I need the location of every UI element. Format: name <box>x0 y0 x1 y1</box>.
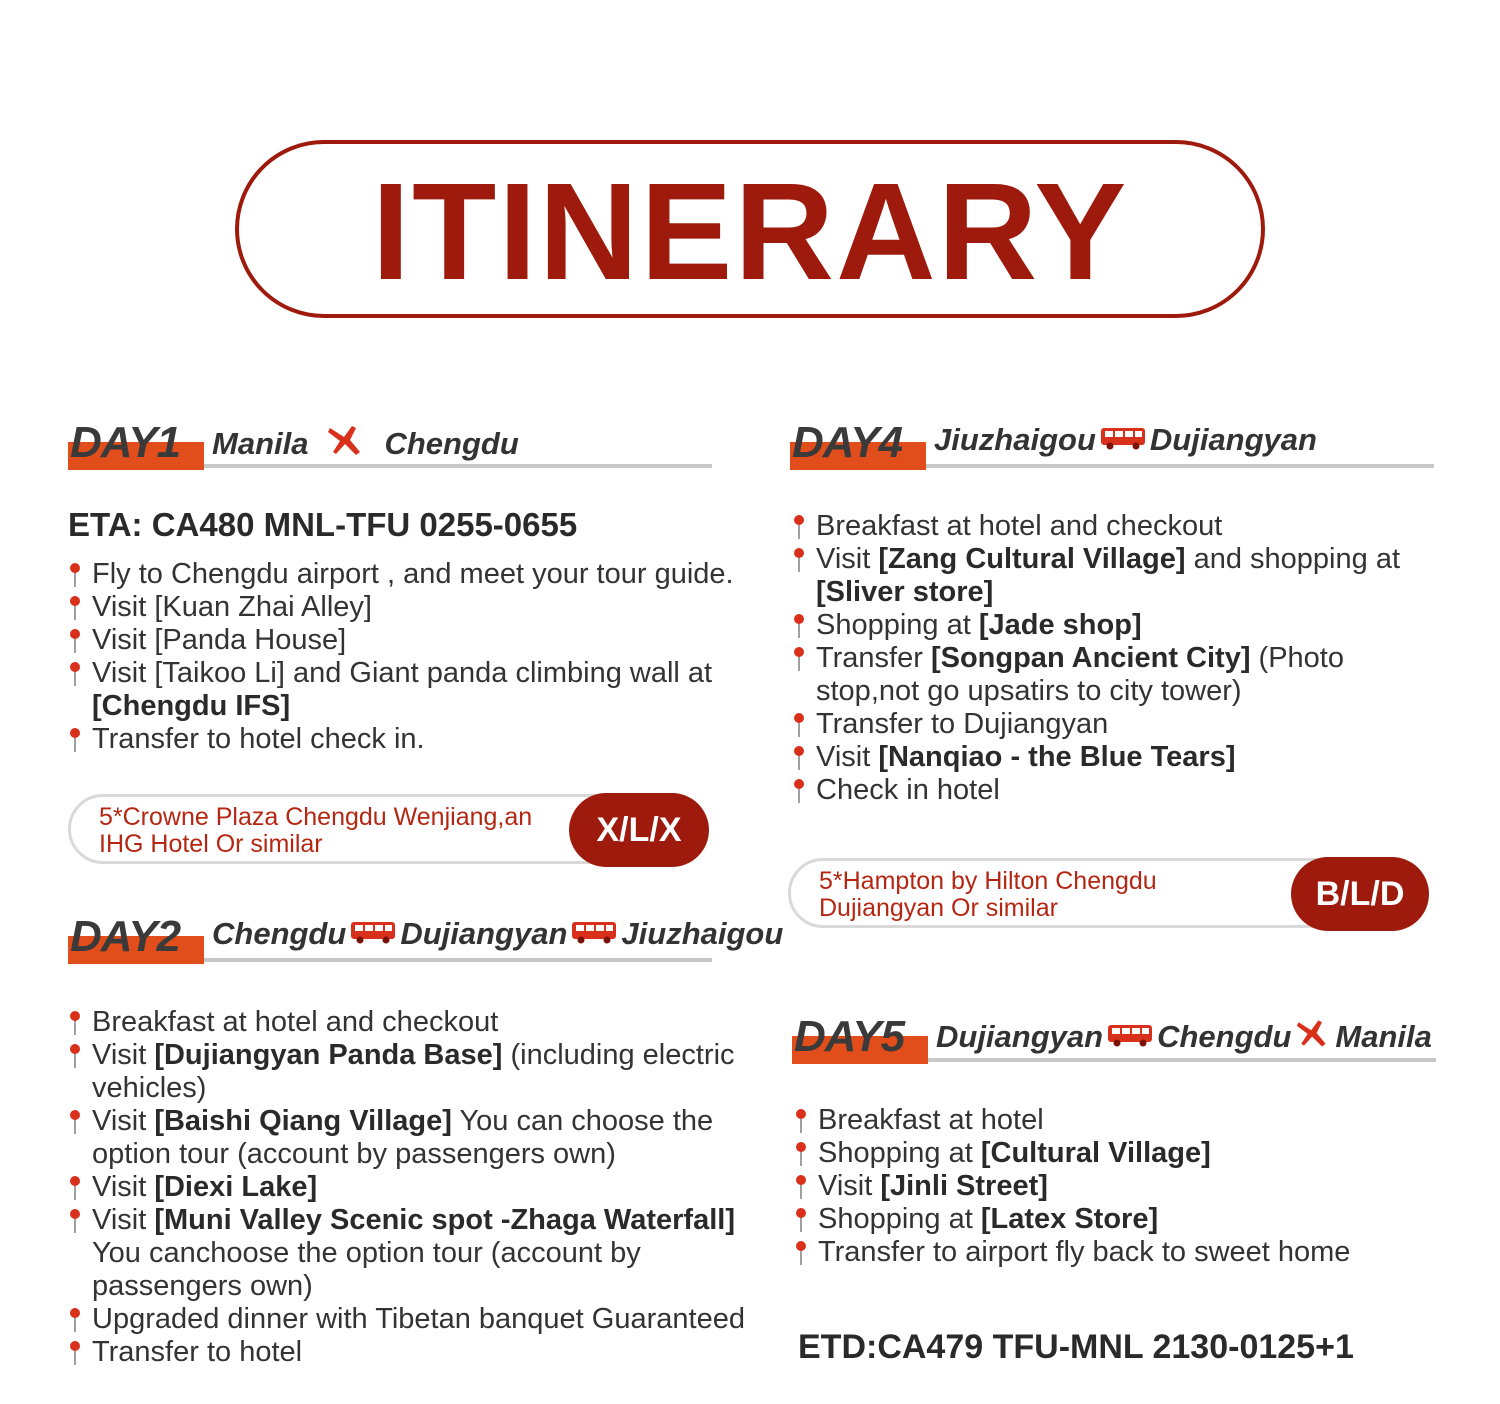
pin-icon <box>68 1010 82 1036</box>
hotel-name: 5*Crowne Plaza Chengdu Wenjiang,an IHG Hotel Or similar <box>99 803 533 858</box>
bus-icon <box>571 916 617 952</box>
pin-icon <box>794 1174 808 1200</box>
place-name: [Chengdu IFS] <box>92 690 291 722</box>
place-name: [Dujiangyan Panda Base] <box>154 1039 503 1071</box>
list-item <box>794 1236 1434 1269</box>
list-item <box>68 1039 768 1105</box>
item-text: Breakfast at hotel and checkout <box>816 510 1223 542</box>
item-text: Visit <box>92 1171 155 1203</box>
place-name: [Sliver store] <box>816 576 994 608</box>
item-text: and shopping at <box>1185 543 1401 575</box>
item-text: You can choose the option tour (account by passengers own) <box>92 1105 714 1170</box>
list-item <box>68 1303 768 1336</box>
day4-header <box>790 418 1434 474</box>
title-banner <box>235 140 1265 318</box>
item-text: You canchoose the option tour (account by passengers own) <box>92 1237 641 1302</box>
place-name: [Jinli Street] <box>880 1170 1048 1202</box>
item-text: Visit [Taikoo Li] and Giant panda climbing wall at <box>92 657 713 689</box>
route-city: Manila <box>1335 1019 1432 1054</box>
pin-icon <box>68 1307 82 1333</box>
item-text: Fly to Chengdu airport , and meet your tour guide. <box>92 558 734 590</box>
list-item <box>68 657 778 723</box>
place-name: [Zang Cultural Village] <box>878 543 1186 575</box>
route-city: Dujiangyan <box>400 916 568 951</box>
day4-label: DAY4 <box>792 418 903 467</box>
day5-activity-list <box>794 1104 1434 1269</box>
item-text: Transfer to Dujiangyan <box>816 708 1109 740</box>
pin-icon <box>68 595 82 621</box>
day1-eta: ETA: CA480 MNL-TFU 0255-0655 <box>68 506 578 543</box>
list-item <box>792 741 1432 774</box>
list-item <box>792 543 1432 609</box>
place-name: [Latex Store] <box>980 1203 1159 1235</box>
list-item <box>68 1006 768 1039</box>
meal-badge: X/L/X <box>569 793 709 867</box>
day1-route <box>212 422 519 466</box>
pin-icon <box>68 628 82 654</box>
day1-label: DAY1 <box>70 418 181 467</box>
list-item <box>794 1104 1434 1137</box>
day5-route <box>936 1016 1432 1058</box>
day1-activity-list <box>68 558 778 756</box>
pin-icon <box>792 613 806 639</box>
item-text: Transfer to hotel check in. <box>92 723 425 755</box>
day4-activity-list <box>792 510 1432 807</box>
bus-icon <box>350 916 396 952</box>
route-city: Chengdu <box>212 916 347 951</box>
day1-header <box>68 418 712 474</box>
day5-header <box>792 1012 1436 1068</box>
list-item <box>68 1105 768 1171</box>
list-item <box>792 708 1432 741</box>
item-text: Visit <box>92 1039 155 1071</box>
item-text: Transfer to hotel <box>92 1336 303 1368</box>
pin-icon <box>68 1109 82 1135</box>
pin-icon <box>792 514 806 540</box>
plane-icon <box>326 422 366 466</box>
list-item <box>792 642 1432 708</box>
day4-hotel-card <box>788 858 1428 928</box>
item-text: Visit <box>816 543 879 575</box>
item-text: Breakfast at hotel and checkout <box>92 1006 499 1038</box>
item-text: Shopping at <box>816 609 979 641</box>
list-item <box>68 558 778 591</box>
item-text: Transfer <box>816 642 931 674</box>
day2-header <box>68 912 784 968</box>
day5-label: DAY5 <box>794 1012 905 1061</box>
pin-icon <box>68 1208 82 1234</box>
route-city: Dujiangyan <box>936 1019 1104 1054</box>
route-city: Jiuzhaigou <box>934 422 1096 457</box>
route-city: Manila <box>212 426 309 461</box>
place-name: [Muni Valley Scenic spot -Zhaga Waterfall] <box>154 1204 735 1236</box>
item-text: Visit [Kuan Zhai Alley] <box>92 591 372 623</box>
pin-icon <box>794 1108 808 1134</box>
item-text: Breakfast at hotel <box>818 1104 1044 1136</box>
item-text: Visit <box>818 1170 881 1202</box>
pin-icon <box>792 646 806 672</box>
day5-etd: ETD:CA479 TFU-MNL 2130-0125+1 <box>798 1328 1354 1366</box>
bus-icon <box>1107 1019 1153 1055</box>
pin-icon <box>68 1340 82 1366</box>
item-text: Visit <box>92 1105 155 1137</box>
list-item <box>794 1137 1434 1170</box>
item-text: Visit <box>92 1204 155 1236</box>
list-item <box>68 1171 768 1204</box>
page-title: ITINERARY <box>371 155 1129 309</box>
hotel-name: 5*Hampton by Hilton Chengdu Dujiangyan Or similar <box>819 867 1157 922</box>
pin-icon <box>68 562 82 588</box>
list-item <box>794 1170 1434 1203</box>
pin-icon <box>794 1207 808 1233</box>
route-city: Jiuzhaigou <box>621 916 784 951</box>
route-city: Chengdu <box>1157 1019 1292 1054</box>
bus-icon <box>1100 422 1146 458</box>
plane-icon <box>1295 1016 1331 1058</box>
list-item <box>68 1336 768 1369</box>
list-item <box>68 1204 768 1303</box>
pin-icon <box>792 547 806 573</box>
place-name: [Cultural Village] <box>980 1137 1211 1169</box>
list-item <box>68 591 778 624</box>
item-text: Check in hotel <box>816 774 1000 806</box>
pin-icon <box>792 712 806 738</box>
pin-icon <box>792 778 806 804</box>
route-city: Dujiangyan <box>1149 422 1317 457</box>
route-city: Chengdu <box>384 426 519 461</box>
meal-badge: B/L/D <box>1291 857 1429 931</box>
item-text: Transfer to airport fly back to sweet home <box>818 1236 1351 1268</box>
list-item <box>792 774 1432 807</box>
item-text: Upgraded dinner with Tibetan banquet Guaranteed <box>92 1303 745 1335</box>
place-name: [Baishi Qiang Village] <box>154 1105 452 1137</box>
list-item <box>68 723 778 756</box>
item-text: (Photo stop,not go upsatirs to city tower) <box>816 642 1344 707</box>
place-name: [Songpan Ancient City] <box>930 642 1251 674</box>
item-text: Shopping at <box>818 1137 981 1169</box>
item-text: Visit [Panda House] <box>92 624 347 656</box>
place-name: [Jade shop] <box>978 609 1142 641</box>
day2-activity-list <box>68 1006 768 1369</box>
item-text: Shopping at <box>818 1203 981 1235</box>
pin-icon <box>792 745 806 771</box>
list-item <box>792 609 1432 642</box>
list-item <box>68 624 778 657</box>
pin-icon <box>68 1175 82 1201</box>
day1-hotel-card <box>68 794 708 864</box>
day4-route <box>934 422 1317 458</box>
list-item <box>794 1203 1434 1236</box>
item-text: (including electric vehicles) <box>92 1039 735 1104</box>
pin-icon <box>68 661 82 687</box>
pin-icon <box>794 1240 808 1266</box>
day2-label: DAY2 <box>70 912 181 961</box>
item-text: Visit <box>816 741 879 773</box>
pin-icon <box>68 1043 82 1069</box>
place-name: [Nanqiao - the Blue Tears] <box>878 741 1236 773</box>
day2-route <box>212 916 783 952</box>
list-item <box>792 510 1432 543</box>
pin-icon <box>794 1141 808 1167</box>
pin-icon <box>68 727 82 753</box>
place-name: [Diexi Lake] <box>154 1171 318 1203</box>
